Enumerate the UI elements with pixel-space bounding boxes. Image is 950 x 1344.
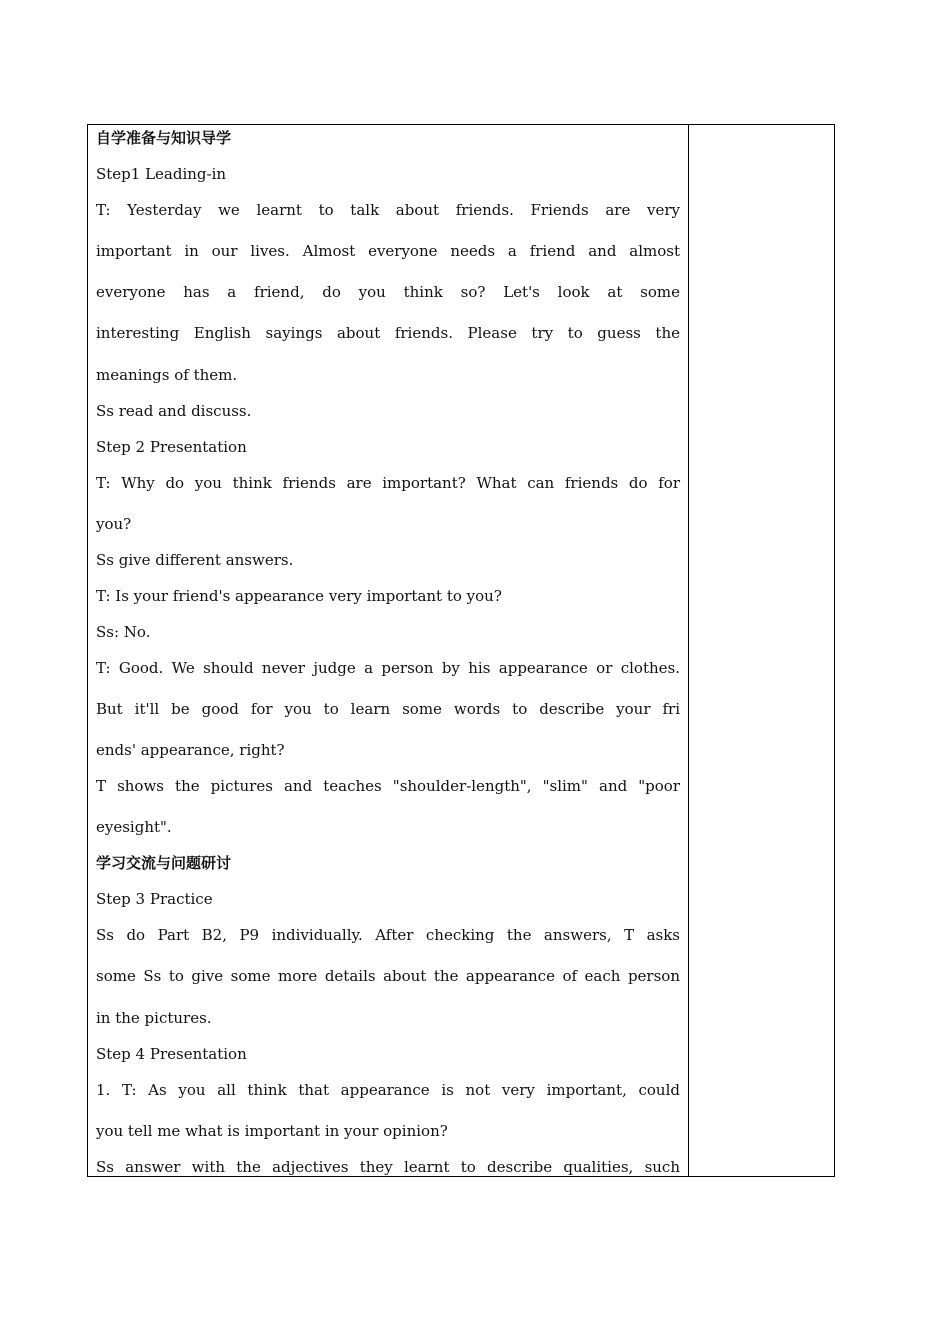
text-line: Ss: No. [96, 623, 151, 641]
text-line: 1. T: As you all think that appearance is not very important, could [96, 1081, 680, 1099]
text-line: everyone has a friend, do you think so? Let's look at some [96, 283, 680, 301]
step-4-title: Step 4 Presentation [96, 1045, 247, 1063]
step-1-title: Step1 Leading-in [96, 165, 227, 183]
text-line: Ss answer with the adjectives they learnt to describe qualities, such [96, 1158, 680, 1176]
text-line: Ss read and discuss. [96, 402, 252, 420]
text-line: T shows the pictures and teaches "shoulder-length", "slim" and "poor [96, 777, 680, 795]
notes-cell [689, 125, 834, 1176]
text-line: ends' appearance, right? [96, 741, 285, 759]
text-line: you tell me what is important in your opinion? [96, 1122, 448, 1140]
text-line: eyesight". [96, 818, 172, 836]
section-heading-self-study: 自学准备与知识导学 [96, 129, 232, 147]
text-line: Ss do Part B2, P9 individually. After checking the answers, T asks [96, 926, 680, 944]
text-line: some Ss to give some more details about the appearance of each person [96, 967, 680, 985]
text-line: T: Why do you think friends are important? What can friends do for [96, 474, 680, 492]
section-heading-exchange: 学习交流与问题研讨 [96, 854, 232, 872]
text-line: But it'll be good for you to learn some words to describe your fri [96, 700, 680, 718]
step-3-title: Step 3 Practice [96, 890, 213, 908]
text-line: in the pictures. [96, 1009, 212, 1027]
text-line: T: Yesterday we learnt to talk about friends. Friends are very [96, 201, 680, 219]
text-line: meanings of them. [96, 366, 238, 384]
text-line: Ss give different answers. [96, 551, 294, 569]
text-line: T: Good. We should never judge a person by his appearance or clothes. [96, 659, 680, 677]
step-2-title: Step 2 Presentation [96, 438, 247, 456]
text-line: important in our lives. Almost everyone needs a friend and almost [96, 242, 680, 260]
lesson-table [87, 124, 835, 1177]
text-line: interesting English sayings about friends. Please try to guess the [96, 324, 680, 342]
text-line: you? [96, 515, 132, 533]
text-line: T: Is your friend's appearance very important to you? [96, 587, 502, 605]
